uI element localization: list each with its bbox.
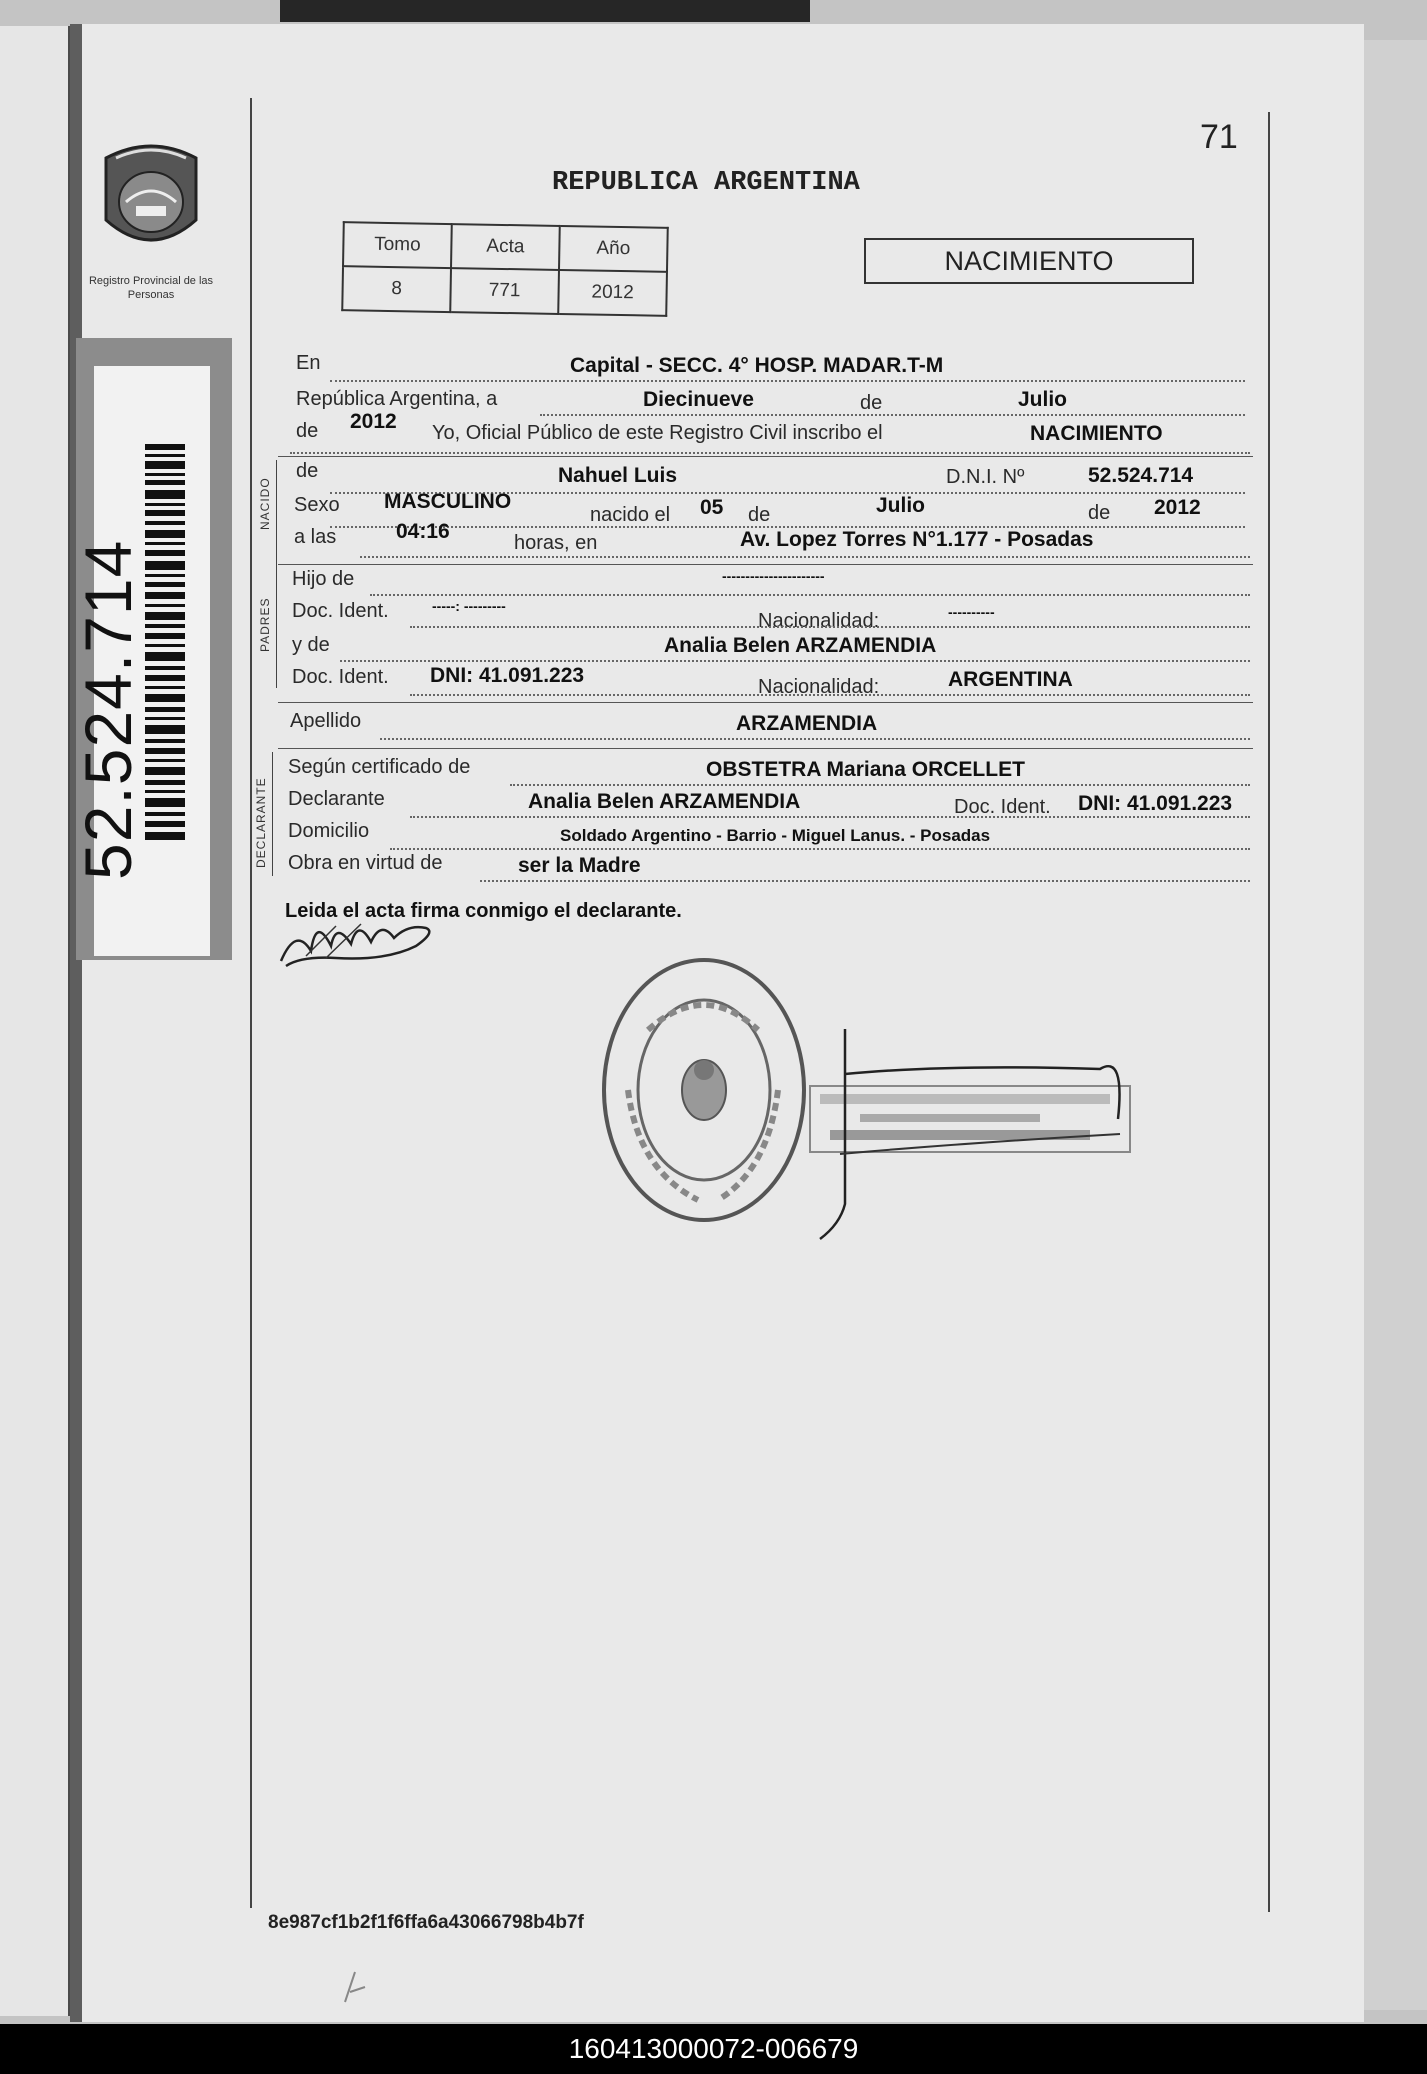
label-horas-en: horas, en — [514, 532, 598, 554]
right-page-edge — [1362, 40, 1427, 2010]
section-divider — [278, 456, 1253, 457]
section-label-nacido: NACIDO — [258, 477, 272, 530]
label-doc-ident: Doc. Ident. — [292, 600, 389, 622]
dotted-line — [380, 738, 1250, 740]
scanner-top-strip — [280, 0, 810, 22]
pencil-mark — [335, 1962, 385, 2012]
left-frame-line — [250, 98, 252, 1908]
label-republica: República Argentina, a — [296, 388, 498, 410]
label-y-de: y de — [292, 634, 330, 656]
label-dni: D.N.I. Nº — [946, 466, 1025, 488]
mother-doc-value: DNI: 41.091.223 — [430, 664, 585, 687]
reference-table — [341, 221, 669, 317]
father-name-value: ---------------------- — [722, 568, 825, 584]
anio-value: 2012 — [558, 270, 667, 316]
dotted-line — [510, 784, 1250, 786]
label-sexo: Sexo — [294, 494, 340, 516]
label-de: de — [860, 392, 883, 414]
official-round-seal — [598, 950, 810, 1230]
barcode-number: 52.524.714 — [71, 539, 145, 880]
document-title: REPUBLICA ARGENTINA — [552, 168, 860, 198]
dotted-line — [410, 816, 1250, 818]
act-type-box: NACIMIENTO — [864, 238, 1194, 284]
section-divider — [278, 564, 1253, 565]
dotted-line — [370, 594, 1250, 596]
tomo-value: 8 — [342, 266, 451, 312]
day-value: Diecinueve — [643, 388, 754, 411]
province-emblem-icon — [96, 140, 206, 270]
label-nacionalidad2: Nacionalidad: — [758, 676, 880, 698]
place-value: Capital - SECC. 4° HOSP. MADAR.T-M — [570, 354, 944, 377]
birth-year-value: 2012 — [1154, 496, 1201, 519]
dotted-line — [540, 414, 1245, 416]
section-line — [272, 752, 273, 876]
dotted-line — [480, 880, 1250, 882]
registry-office-label: Registro Provincial de las Personas — [88, 275, 214, 301]
dni-value: 52.524.714 — [1088, 464, 1194, 487]
tomo-header: Tomo — [343, 222, 452, 268]
acta-header: Acta — [451, 224, 560, 270]
mother-name-value: Analia Belen ARZAMENDIA — [664, 634, 937, 657]
label-inscribo: Yo, Oficial Público de este Registro Civil inscribo el — [432, 422, 883, 444]
father-nationality-value: ---------- — [948, 604, 995, 620]
act-value: NACIMIENTO — [1030, 422, 1163, 445]
dotted-line — [410, 694, 1250, 696]
scan-footer-id: 160413000072-006679 — [0, 2024, 1427, 2074]
label-doc-ident2: Doc. Ident. — [292, 666, 389, 688]
label-nacido-el: nacido el — [590, 504, 671, 526]
declarant-signature — [276, 906, 446, 976]
label-de-month: de — [748, 504, 771, 526]
label-declarante: Declarante — [288, 788, 385, 810]
address-value: Soldado Argentino - Barrio - Miguel Lanus. - Posadas — [560, 826, 991, 845]
declarant-value: Analia Belen ARZAMENDIA — [528, 790, 801, 813]
label-de-year2: de — [1088, 502, 1111, 524]
label-hijo-de: Hijo de — [292, 568, 355, 590]
official-signature-stamp — [800, 1024, 1140, 1244]
label-a-las: a las — [294, 526, 337, 548]
birth-place-value: Av. Lopez Torres N°1.177 - Posadas — [740, 528, 1094, 551]
acta-value: 771 — [450, 268, 559, 314]
left-adjacent-page — [0, 26, 71, 2016]
dotted-line — [360, 556, 1250, 558]
label-nacionalidad: Nacionalidad: — [758, 610, 880, 632]
label-de-name: de — [296, 460, 319, 482]
label-obra: Obra en virtud de — [288, 852, 443, 874]
document-hash: 8e987cf1b2f1f6ffa6a43066798b4b7f — [268, 1912, 584, 1933]
section-label-declarante: DECLARANTE — [254, 777, 268, 868]
right-frame-line — [1268, 112, 1270, 1912]
label-doc-ident3: Doc. Ident. — [954, 796, 1051, 818]
anio-header: Año — [559, 226, 668, 272]
name-value: Nahuel Luis — [558, 464, 678, 487]
dotted-line — [330, 380, 1245, 382]
section-line — [276, 568, 277, 688]
declarant-doc-value: DNI: 41.091.223 — [1078, 792, 1233, 815]
label-en: En — [296, 352, 321, 374]
label-segun: Según certificado de — [288, 756, 471, 778]
birth-month-value: Julio — [876, 494, 926, 517]
mother-nationality-value: ARGENTINA — [948, 668, 1073, 691]
barcode-icon — [145, 444, 185, 844]
label-domicilio: Domicilio — [288, 820, 370, 842]
dotted-line — [340, 660, 1250, 662]
sex-value: MASCULINO — [384, 490, 512, 513]
closing-statement: Leida el acta firma conmigo el declarante. — [285, 900, 682, 922]
label-apellido: Apellido — [290, 710, 362, 732]
dotted-line — [290, 452, 1250, 454]
dotted-line — [390, 848, 1250, 850]
label-de-year: de — [296, 420, 319, 442]
capacity-value: ser la Madre — [518, 854, 641, 877]
certificate-value: OBSTETRA Mariana ORCELLET — [706, 758, 1025, 781]
section-divider — [278, 702, 1253, 703]
section-label-padres: PADRES — [258, 597, 272, 652]
surname-value: ARZAMENDIA — [736, 712, 878, 735]
year-value: 2012 — [350, 410, 397, 433]
section-line — [276, 460, 277, 570]
birth-day-value: 05 — [700, 496, 724, 519]
birth-time-value: 04:16 — [396, 520, 450, 543]
page-number: 71 — [1200, 118, 1238, 156]
father-doc-value: -----: --------- — [432, 598, 506, 614]
dotted-line — [410, 626, 1250, 628]
month-value: Julio — [1018, 388, 1068, 411]
section-divider — [278, 748, 1253, 749]
